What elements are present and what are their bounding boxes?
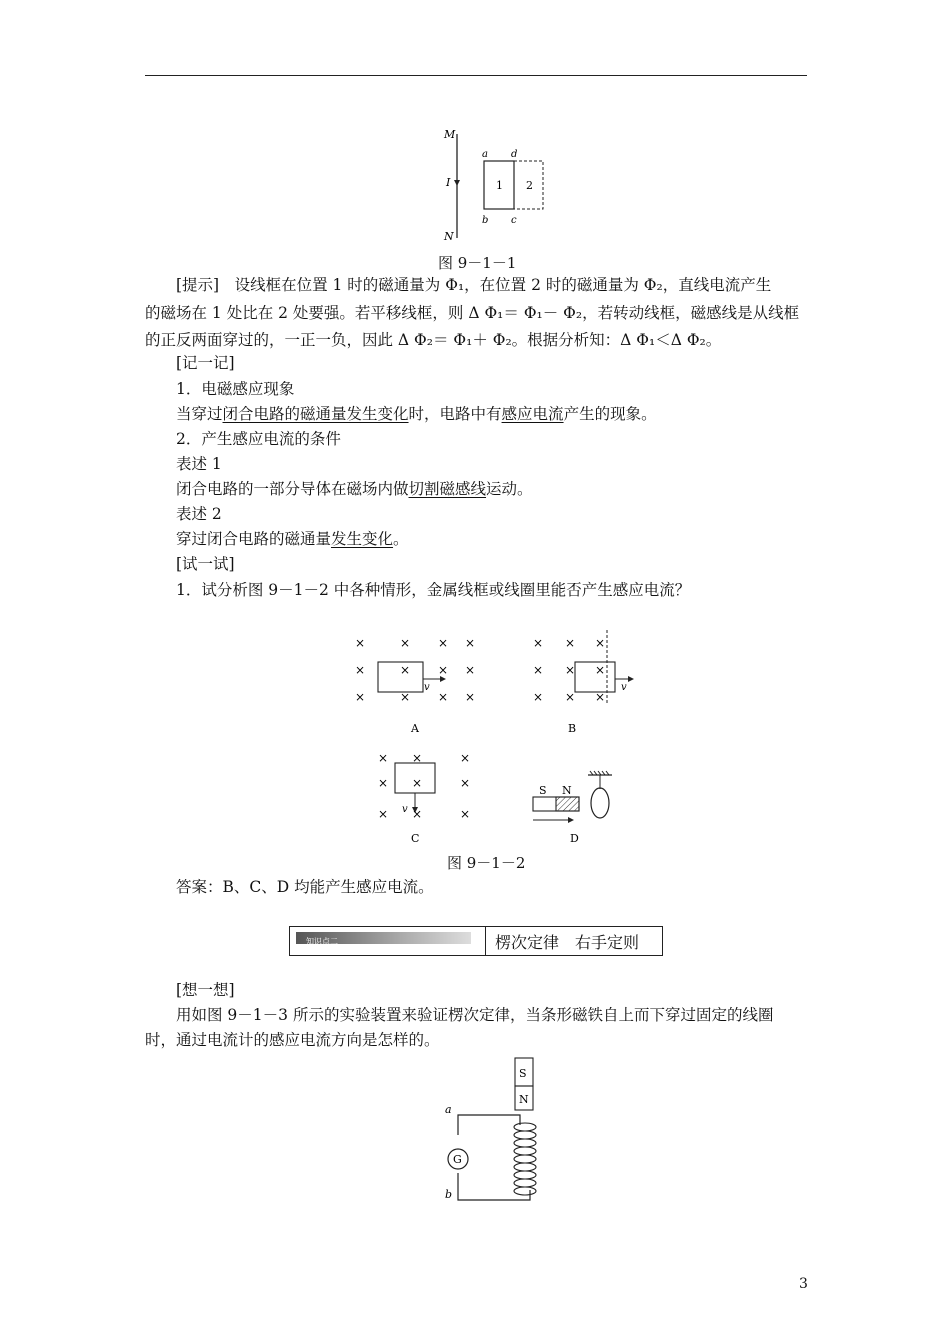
remember-heading: [记一记] <box>176 354 235 372</box>
field-cross: × <box>378 751 389 765</box>
panel-label-A: A <box>411 722 419 735</box>
field-cross: × <box>533 690 544 704</box>
figure3-b: b <box>445 1188 453 1201</box>
header-rule <box>145 75 807 76</box>
think-heading: [想一想] <box>176 981 235 999</box>
velocity-label: v <box>424 682 430 693</box>
field-cross: × <box>355 690 366 704</box>
field-cross: × <box>595 690 606 704</box>
field-cross: × <box>595 636 606 650</box>
knowledge-tag: 知识点二 <box>296 932 471 944</box>
label-pos2: 2 <box>526 179 533 192</box>
label-N: N <box>444 230 454 243</box>
hint-line-3: 的正反两面穿过的，一正一负，因此 Δ Φ₂＝ Φ₁＋ Φ₂。根据分析知：Δ Φ₁＜Δ Φ₂。 <box>145 331 722 349</box>
figure3-S: S <box>519 1067 527 1080</box>
label-pos1: 1 <box>496 179 503 192</box>
field-cross: × <box>400 663 411 677</box>
field-cross: × <box>595 663 606 677</box>
field-cross: × <box>438 690 449 704</box>
figure-caption-2: 图 9－1－2 <box>447 854 526 872</box>
hint-line-2: 的磁场在 1 处比在 2 处要强。若平移线框，则 Δ Φ₁＝ Φ₁－ Φ₂，若转动线框，磁感线是从线框 <box>145 304 800 322</box>
underline-answer: 闭合电路的磁通量发生变化 <box>222 405 409 423</box>
label-d: d <box>511 149 518 160</box>
think-line-1: 用如图 9－1－3 所示的实验装置来验证楞次定律，当条形磁铁自上而下穿过固定的线圈 <box>176 1006 774 1024</box>
field-cross: × <box>565 663 576 677</box>
field-cross: × <box>355 636 366 650</box>
field-cross: × <box>465 663 476 677</box>
field-cross: × <box>438 636 449 650</box>
panel-label-B: B <box>568 722 577 735</box>
page-number: 3 <box>799 1276 808 1292</box>
label-a: a <box>482 149 488 160</box>
figure-9-1-3 <box>440 1055 550 1205</box>
expr2-text: 穿过闭合电路的磁通量发生变化。 <box>176 530 409 548</box>
label-b: b <box>482 215 489 226</box>
field-cross: × <box>400 636 411 650</box>
figure-caption-1: 图 9－1－1 <box>438 254 517 272</box>
label-I: I <box>446 176 451 189</box>
field-cross: × <box>465 690 476 704</box>
panel-label-C: C <box>411 832 420 845</box>
field-cross: × <box>378 807 389 821</box>
field-cross: × <box>412 807 423 821</box>
magnet-S: S <box>539 784 547 797</box>
label-c: c <box>511 215 517 226</box>
try-heading: [试一试] <box>176 555 235 573</box>
expr1-text: 闭合电路的一部分导体在磁场内做切割磁感线运动。 <box>176 480 533 498</box>
figure3-a: a <box>445 1103 452 1116</box>
field-cross: × <box>412 751 423 765</box>
underline-answer: 切割磁感线 <box>408 480 487 498</box>
figure3-G: G <box>453 1153 462 1166</box>
figure-9-1-1 <box>430 120 570 245</box>
field-cross: × <box>355 663 366 677</box>
field-cross: × <box>533 663 544 677</box>
panel-label-D: D <box>570 832 579 845</box>
knowledge-point-box <box>289 926 663 956</box>
item2-title: 2．产生感应电流的条件 <box>176 430 341 448</box>
field-cross: × <box>378 776 389 790</box>
item1-title: 1．电磁感应现象 <box>176 380 295 398</box>
field-cross: × <box>465 636 476 650</box>
field-cross: × <box>400 690 411 704</box>
try-question-1: 1．试分析图 9－1－2 中各种情形，金属线框或线圈里能否产生感应电流？ <box>176 581 691 599</box>
field-cross: × <box>533 636 544 650</box>
velocity-label: v <box>621 682 627 693</box>
field-cross: × <box>565 636 576 650</box>
underline-answer: 发生变化 <box>331 530 394 548</box>
field-cross: × <box>460 807 471 821</box>
field-cross: × <box>438 663 449 677</box>
expr1-title: 表述 1 <box>176 455 222 473</box>
underline-answer: 感应电流 <box>501 405 564 423</box>
item1-text: 当穿过闭合电路的磁通量发生变化时，电路中有感应电流产生的现象。 <box>176 405 657 423</box>
label-M: M <box>444 128 456 141</box>
figure3-N: N <box>519 1093 529 1106</box>
hint-line-1: [提示] 设线框在位置 1 时的磁通量为 Φ₁，在位置 2 时的磁通量为 Φ₂，直线电流产生 <box>176 276 772 294</box>
knowledge-title: 楞次定律 右手定则 <box>495 933 640 952</box>
field-cross: × <box>565 690 576 704</box>
magnet-N: N <box>562 784 572 797</box>
velocity-label: v <box>402 804 408 815</box>
expr2-title: 表述 2 <box>176 505 222 523</box>
field-cross: × <box>412 776 423 790</box>
field-cross: × <box>460 776 471 790</box>
answer-text: 答案：B、C、D 均能产生感应电流。 <box>176 878 434 896</box>
field-cross: × <box>460 751 471 765</box>
think-line-2: 时，通过电流计的感应电流方向是怎样的。 <box>145 1031 440 1049</box>
figure-9-1-2 <box>330 625 660 850</box>
